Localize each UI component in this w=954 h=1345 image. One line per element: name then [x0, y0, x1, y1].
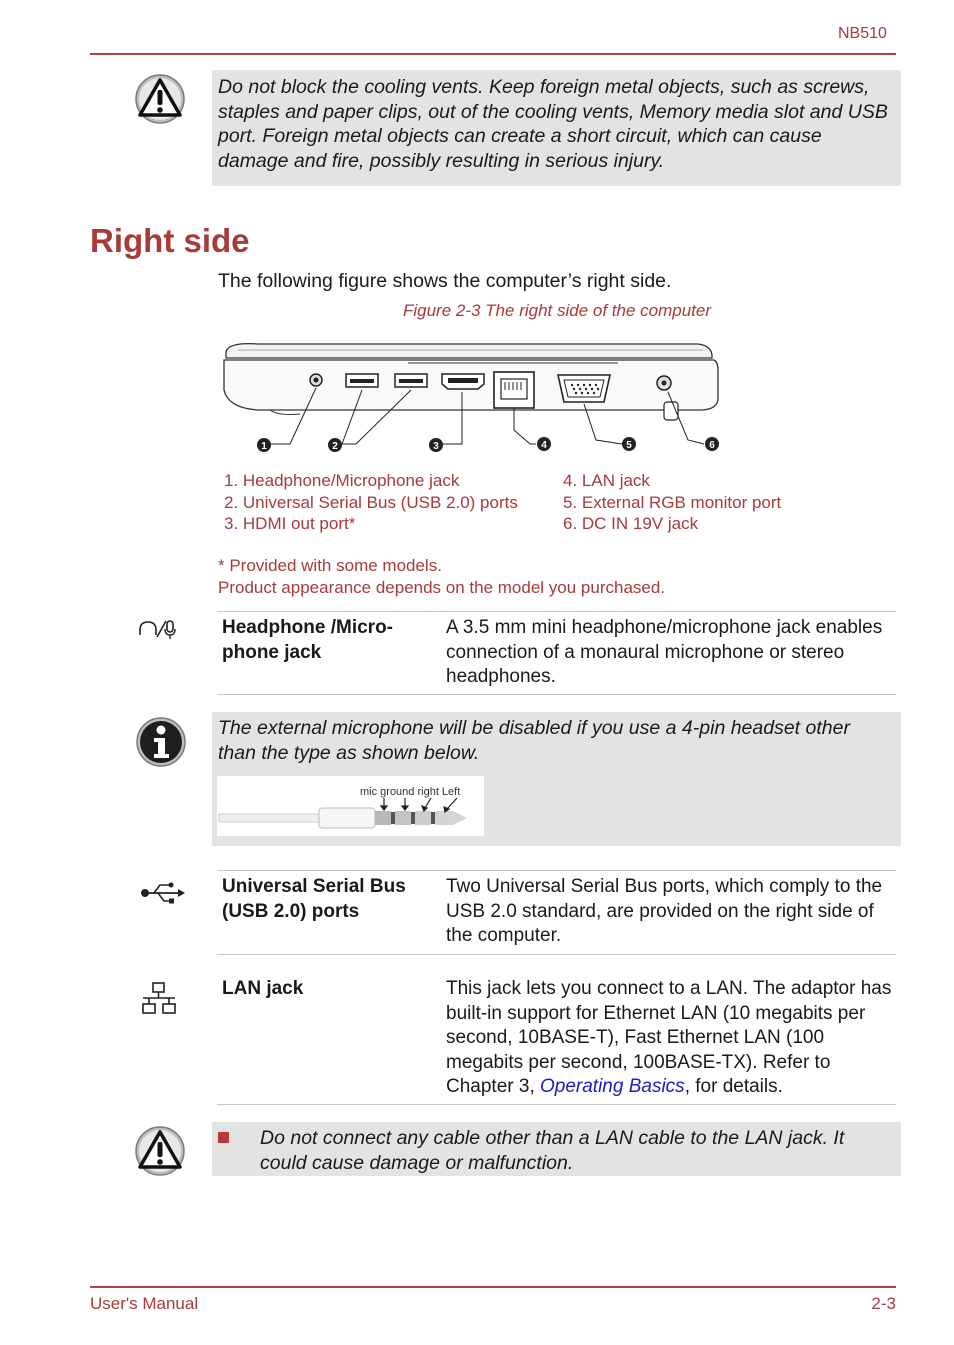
term-line: Headphone /Micro- — [222, 617, 394, 638]
table-rule — [217, 954, 896, 955]
term-lan: LAN jack — [222, 978, 304, 999]
footnotes — [218, 555, 896, 598]
term-line: Universal Serial Bus — [222, 876, 406, 897]
desc-usb: Two Universal Serial Bus ports, which comply to the USB 2.0 standard, are provided on the right side of the computer. — [446, 876, 883, 946]
section-title: Right side — [90, 222, 250, 259]
lan-icon — [141, 982, 177, 1016]
headphone-microphone-icon — [137, 618, 179, 640]
table-rule — [217, 611, 896, 612]
callout-5 — [622, 437, 636, 451]
svg-text:1: 1 — [261, 441, 267, 452]
desc-lan-suffix: , for details. — [684, 1076, 783, 1097]
warning-icon — [135, 73, 185, 125]
info-note-text: The external microphone will be disabled if you use a 4-pin headset other than the type as shown below. — [218, 717, 850, 764]
svg-text:2: 2 — [332, 441, 338, 452]
legend-item: 1. Headphone/Microphone jack — [224, 471, 460, 490]
header-rule — [90, 53, 896, 55]
svg-text:3: 3 — [433, 441, 439, 452]
footnote-appearance: Product appearance depends on the model you purchased. — [218, 577, 666, 597]
callout-4 — [537, 437, 551, 451]
legend-right — [563, 470, 893, 535]
table-rule — [217, 870, 896, 871]
warning-icon — [135, 1125, 185, 1177]
operating-basics-link[interactable]: Operating Basics — [540, 1076, 685, 1097]
section-intro: The following figure shows the computer’s right side. — [218, 270, 672, 292]
figure-caption: Figure 2-3 The right side of the computer — [402, 301, 712, 320]
legend-item: 3. HDMI out port* — [224, 514, 356, 533]
legend-item: 2. Universal Serial Bus (USB 2.0) ports — [224, 492, 518, 512]
desc-headphone: A 3.5 mm mini headphone/microphone jack enables connection of a monaural microphone or stereo headphones. — [446, 617, 883, 687]
svg-text:4: 4 — [541, 440, 547, 451]
footnote-models: * Provided with some models. — [218, 556, 442, 575]
footer-page-number: 2-3 — [871, 1294, 896, 1313]
footer-manual: User's Manual — [90, 1294, 199, 1313]
legend-item: 6. DC IN 19V jack — [563, 514, 699, 533]
warning-note-text: Do not block the cooling vents. Keep foreign metal objects, such as screws, staples and paper clips, out of the cooling vents, Memory media slot and USB port. Foreign metal objects can create a short circuit, which can cause damage and fire, possibly resulting in serious injury. — [218, 76, 888, 172]
svg-text:6: 6 — [709, 440, 715, 451]
term-line: phone jack — [222, 641, 322, 663]
footer-rule — [90, 1286, 896, 1288]
callout-6 — [705, 437, 719, 451]
svg-text:5: 5 — [626, 440, 632, 451]
term-usb — [222, 875, 432, 924]
header-model: NB510 — [838, 25, 887, 42]
legend-left — [224, 470, 554, 535]
headset-plug-image — [217, 776, 484, 836]
callout-2 — [328, 438, 342, 452]
usb-icon — [140, 880, 186, 906]
callout-1 — [257, 438, 271, 452]
plug-labels: mic ground right Left — [360, 786, 461, 798]
term-headphone — [222, 616, 432, 665]
legend-item: 5. External RGB monitor port — [563, 492, 782, 512]
desc-lan — [446, 977, 896, 1100]
computer-right-side-figure — [218, 330, 738, 460]
table-rule — [217, 1104, 896, 1105]
bullet-square-icon — [218, 1132, 229, 1143]
term-line: (USB 2.0) ports — [222, 900, 360, 922]
warning-note-text: Do not connect any cable other than a LAN cable to the LAN jack. It could cause damage or malfunction. — [260, 1127, 845, 1174]
desc-lan-prefix: This jack lets you connect to a LAN. The adaptor has built-in support for Ethernet LAN (10 megabits per second, 10BASE-T), Fast Ethernet LAN (100 megabits per second, 100BASE-TX). Refer to Chapter 3, — [446, 978, 892, 1097]
callout-3 — [429, 438, 443, 452]
legend-item: 4. LAN jack — [563, 471, 650, 490]
table-rule — [217, 694, 896, 695]
info-icon — [135, 716, 187, 768]
